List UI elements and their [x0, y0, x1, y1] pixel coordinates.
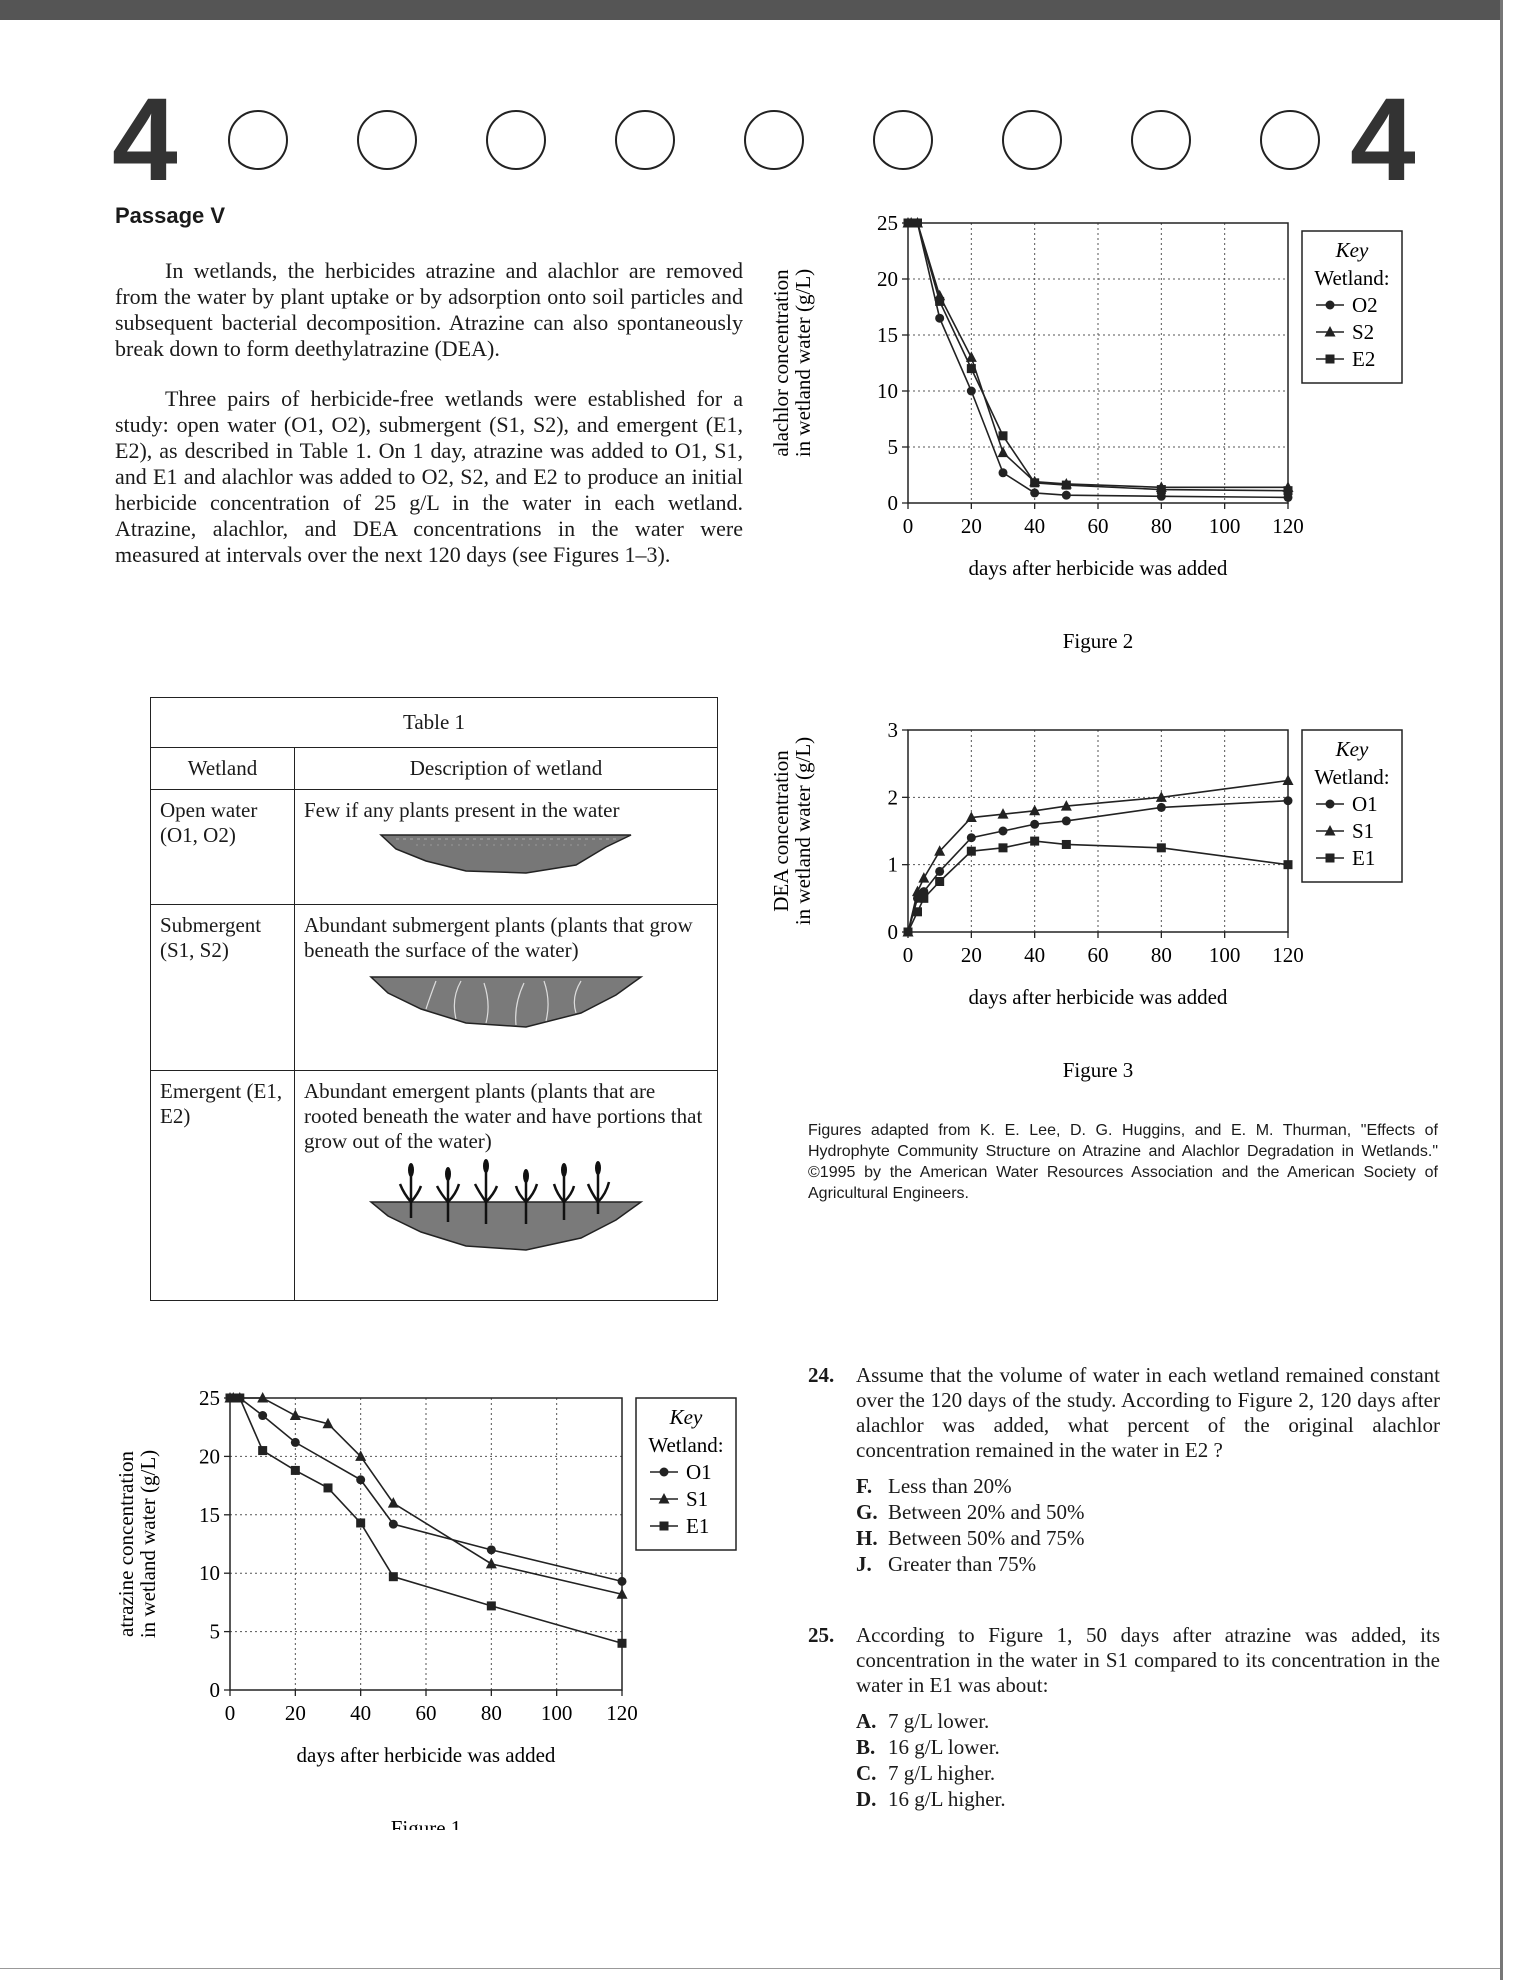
passage-title: Passage V	[115, 203, 226, 228]
data-point-E1	[1157, 843, 1166, 852]
description-text: Abundant emergent plants (plants that are rooted beneath the water and have portions that grow out of the water)	[304, 1079, 703, 1153]
submergent-illustration	[366, 969, 646, 1031]
key-entry-label: E1	[686, 1514, 710, 1538]
key-marker	[1326, 854, 1335, 863]
question-25	[808, 1623, 1440, 1812]
y-tick-label: 1	[887, 852, 898, 877]
data-point-E1	[1062, 840, 1071, 849]
passage-text	[115, 258, 743, 592]
header-circle	[1131, 110, 1191, 170]
figure-3	[770, 705, 1470, 1090]
x-tick-label: 100	[1208, 943, 1241, 967]
table-1	[150, 697, 718, 1301]
table-title: Table 1	[151, 698, 718, 748]
data-point-E1	[235, 1394, 244, 1403]
y-tick-label: 15	[199, 1502, 220, 1527]
section-number-right: 4	[1350, 74, 1416, 206]
description-text: Few if any plants present in the water	[304, 798, 620, 822]
x-tick-label: 120	[1272, 943, 1304, 967]
header-circle	[1002, 110, 1062, 170]
data-point-O1	[1284, 796, 1293, 805]
x-tick-label: 0	[902, 514, 914, 538]
x-tick-label: 60	[1087, 514, 1109, 538]
table-cell-description	[295, 905, 718, 1071]
y-tick-label: 10	[199, 1561, 220, 1586]
figure-caption: Figure 1	[390, 1816, 462, 1830]
key-subtitle: Wetland:	[1314, 765, 1390, 789]
x-tick-label: 20	[960, 514, 982, 538]
answer-choice[interactable]	[856, 1499, 1440, 1525]
key-title: Key	[669, 1405, 703, 1429]
choice-text: Greater than 75%	[888, 1552, 1037, 1576]
x-axis-label: days after herbicide was added	[296, 1743, 556, 1767]
figure-1	[115, 1375, 765, 1835]
x-axis-label: days after herbicide was added	[968, 556, 1228, 580]
chart-key	[636, 1398, 736, 1550]
y-axis-label-line2: in wetland water (g/L)	[791, 268, 815, 458]
answer-choice[interactable]	[856, 1525, 1440, 1551]
header-circle	[744, 110, 804, 170]
question-text: Assume that the volume of water in each wetland remained constant over the 120 days of the study. According to Figure 2, 120 days after alachlor was added, what percent of the original alachlor concentration remained in the water in E2 ?	[856, 1363, 1440, 1462]
answer-choice[interactable]	[856, 1786, 1440, 1812]
key-marker	[1326, 301, 1335, 310]
data-point-O2	[967, 387, 976, 396]
choice-letter: H.	[856, 1526, 878, 1550]
choice-letter: A.	[856, 1709, 877, 1733]
data-point-E1	[487, 1601, 496, 1610]
y-tick-label: 5	[887, 435, 898, 459]
data-point-E2	[1030, 478, 1039, 487]
key-title: Key	[1335, 737, 1369, 761]
data-point-E2	[1157, 485, 1166, 494]
header-circle	[357, 110, 417, 170]
choice-text: 7 g/L higher.	[888, 1761, 996, 1785]
y-axis-label: atrazine concentration	[115, 1451, 138, 1637]
key-marker	[660, 1468, 669, 1477]
figure-2	[770, 205, 1470, 670]
x-tick-label: 60	[1087, 943, 1109, 967]
choice-text: Less than 20%	[888, 1474, 1012, 1498]
data-point-E1	[291, 1466, 300, 1475]
x-tick-label: 80	[1150, 943, 1172, 967]
key-entry-label: S1	[686, 1487, 709, 1511]
table-header-description: Description of wetland	[295, 748, 718, 790]
key-marker	[1326, 355, 1335, 364]
table-row	[151, 1071, 718, 1301]
x-tick-label: 40	[1024, 943, 1046, 967]
table-row	[151, 790, 718, 905]
data-point-O2	[1030, 488, 1039, 497]
data-point-O1	[356, 1475, 365, 1484]
answer-choice[interactable]	[856, 1551, 1440, 1577]
key-marker	[660, 1522, 669, 1531]
data-point-E2	[999, 431, 1008, 440]
data-point-S1	[486, 1558, 497, 1569]
key-title: Key	[1335, 238, 1369, 262]
y-tick-label: 20	[877, 267, 898, 291]
data-point-E1	[1030, 837, 1039, 846]
section-number-left: 4	[112, 74, 178, 206]
choice-letter: D.	[856, 1787, 877, 1811]
x-tick-label: 60	[415, 1701, 437, 1725]
choice-text: 7 g/L lower.	[888, 1709, 990, 1733]
data-point-S1	[1283, 775, 1294, 786]
y-tick-label: 2	[887, 785, 898, 810]
x-tick-label: 100	[540, 1701, 573, 1725]
y-tick-label: 5	[209, 1619, 220, 1644]
header-circle	[486, 110, 546, 170]
answer-choices	[856, 1708, 1440, 1812]
x-tick-label: 20	[284, 1701, 306, 1725]
figure-caption: Figure 3	[1062, 1058, 1134, 1082]
answer-choice[interactable]	[856, 1760, 1440, 1786]
table-cell-wetland: Emergent (E1, E2)	[151, 1071, 295, 1301]
data-point-O1	[258, 1411, 267, 1420]
emergent-illustration	[366, 1158, 646, 1253]
y-tick-label: 0	[887, 491, 898, 515]
x-tick-label: 100	[1208, 514, 1241, 538]
choice-letter: C.	[856, 1761, 877, 1785]
description-text: Abundant submergent plants (plants that grow beneath the surface of the water)	[304, 913, 693, 962]
key-subtitle: Wetland:	[648, 1433, 724, 1457]
question-text: According to Figure 1, 50 days after atrazine was added, its concentration in the water in S1 compared to its concentration in the water in E1 was about:	[856, 1623, 1440, 1697]
data-point-E2	[935, 297, 944, 306]
x-tick-label: 120	[1272, 514, 1304, 538]
chart-key	[1302, 231, 1402, 383]
key-entry-label: S1	[1352, 819, 1375, 843]
figure-2-chart	[770, 205, 1470, 665]
data-point-E1	[389, 1572, 398, 1581]
x-tick-label: 80	[480, 1701, 502, 1725]
x-tick-label: 0	[902, 943, 914, 967]
data-point-E2	[913, 219, 922, 228]
data-point-E2	[1284, 486, 1293, 495]
choice-text: Between 20% and 50%	[888, 1500, 1085, 1524]
key-entry-label: O1	[1352, 792, 1378, 816]
data-point-E1	[904, 928, 913, 937]
choice-letter: F.	[856, 1474, 873, 1498]
data-point-S2	[998, 447, 1009, 458]
header-circle	[1260, 110, 1320, 170]
x-tick-label: 120	[606, 1701, 638, 1725]
data-point-E2	[967, 364, 976, 373]
data-point-E1	[618, 1639, 627, 1648]
table-header-wetland: Wetland	[151, 748, 295, 790]
answer-choice[interactable]	[856, 1473, 1440, 1499]
figure-3-chart	[770, 705, 1470, 1085]
y-tick-label: 25	[877, 211, 898, 235]
choice-letter: G.	[856, 1500, 878, 1524]
answer-choice[interactable]	[856, 1708, 1440, 1734]
passage-paragraph-1: In wetlands, the herbicides atrazine and alachlor are removed from the water by plant uptake or by adsorption onto soil particles and subsequent bacterial decomposition. Atrazine can also spontaneously break down to form deethylatrazine (DEA).	[115, 258, 743, 361]
choice-text: 16 g/L higher.	[888, 1787, 1006, 1811]
x-tick-label: 20	[960, 943, 982, 967]
x-tick-label: 40	[350, 1701, 372, 1725]
answer-choices	[856, 1473, 1440, 1577]
data-point-O1	[487, 1545, 496, 1554]
question-number: 25.	[808, 1623, 835, 1647]
data-point-O1	[935, 867, 944, 876]
key-subtitle: Wetland:	[1314, 266, 1390, 290]
scan-top-border	[0, 0, 1500, 20]
data-point-O2	[1062, 491, 1071, 500]
figure-caption: Figure 2	[1062, 629, 1134, 653]
data-point-O2	[935, 314, 944, 323]
header-circle	[873, 110, 933, 170]
y-axis-label: DEA concentration	[770, 750, 793, 912]
x-axis-label: days after herbicide was added	[968, 985, 1228, 1009]
data-point-E1	[967, 847, 976, 856]
data-point-E1	[919, 894, 928, 903]
table-cell-wetland: Open water (O1, O2)	[151, 790, 295, 905]
key-entry-label: O2	[1352, 293, 1378, 317]
data-point-O1	[1030, 820, 1039, 829]
data-point-O1	[291, 1438, 300, 1447]
data-point-E1	[356, 1518, 365, 1527]
data-point-E1	[1284, 860, 1293, 869]
data-point-E2	[1062, 481, 1071, 490]
figure-1-chart	[115, 1375, 765, 1830]
choice-text: Between 50% and 75%	[888, 1526, 1085, 1550]
data-point-S1	[918, 872, 929, 883]
data-point-O1	[618, 1577, 627, 1586]
data-point-O1	[967, 833, 976, 842]
y-tick-label: 0	[887, 920, 898, 944]
y-tick-label: 15	[877, 323, 898, 347]
choice-text: 16 g/L lower.	[888, 1735, 1000, 1759]
key-entry-label: S2	[1352, 320, 1375, 344]
y-tick-label: 25	[199, 1386, 220, 1410]
open-water-illustration	[376, 827, 636, 877]
x-tick-label: 0	[224, 1701, 236, 1725]
data-point-O1	[999, 827, 1008, 836]
data-point-O2	[999, 468, 1008, 477]
data-point-S1	[290, 1410, 301, 1421]
data-point-O1	[1062, 816, 1071, 825]
table-row	[151, 905, 718, 1071]
data-point-E1	[999, 843, 1008, 852]
key-marker	[1326, 800, 1335, 809]
key-entry-label: E2	[1352, 347, 1376, 371]
table-cell-description	[295, 790, 718, 905]
data-point-E1	[324, 1483, 333, 1492]
header-circle	[228, 110, 288, 170]
data-point-E1	[913, 907, 922, 916]
chart-key	[1302, 730, 1402, 882]
question-number: 24.	[808, 1363, 835, 1387]
data-point-O1	[389, 1520, 398, 1529]
key-entry-label: O1	[686, 1460, 712, 1484]
y-tick-label: 3	[887, 718, 898, 742]
table-cell-wetland: Submergent (S1, S2)	[151, 905, 295, 1071]
y-axis-label-line2: in wetland water (g/L)	[791, 736, 815, 926]
data-point-E1	[935, 877, 944, 886]
y-axis-label-line2: in wetland water (g/L)	[136, 1449, 160, 1639]
x-tick-label: 40	[1024, 514, 1046, 538]
y-tick-label: 20	[199, 1444, 220, 1469]
question-24	[808, 1363, 1440, 1577]
key-entry-label: E1	[1352, 846, 1376, 870]
data-point-E1	[258, 1446, 267, 1455]
scan-right-edge	[1500, 0, 1503, 1980]
table-cell-description	[295, 1071, 718, 1301]
y-tick-label: 10	[877, 379, 898, 403]
page-bottom-rule	[0, 1968, 1500, 1969]
y-axis-label: alachlor concentration	[770, 269, 793, 457]
header-circle	[615, 110, 675, 170]
data-point-O1	[1157, 803, 1166, 812]
figure-source-note: Figures adapted from K. E. Lee, D. G. Huggins, and E. M. Thurman, "Effects of Hydrophyte Community Structure on Atrazine and Alachlor Degradation in Wetlands." ©1995 by the American Water Resources Association and the American Society of Agricultural Engineers.	[808, 1122, 1438, 1202]
choice-letter: J.	[856, 1552, 872, 1576]
passage-paragraph-2: Three pairs of herbicide-free wetlands were established for a study: open water (O1, O2), submergent (S1, S2), and emergent (E1, E2), as described in Table 1. On 1 day, atrazine was added to O1, S1, and E1 and alachlor was added to O2, S2, and E2 to produce an initial herbicide concentration of 25 g/L in the water in each wetland. Atrazine, alachlor, and DEA concentrations in the water were measured at intervals over the next 120 days (see Figures 1–3).	[115, 386, 743, 567]
x-tick-label: 80	[1150, 514, 1172, 538]
answer-choice[interactable]	[856, 1734, 1440, 1760]
choice-letter: B.	[856, 1735, 876, 1759]
y-tick-label: 0	[209, 1678, 220, 1702]
